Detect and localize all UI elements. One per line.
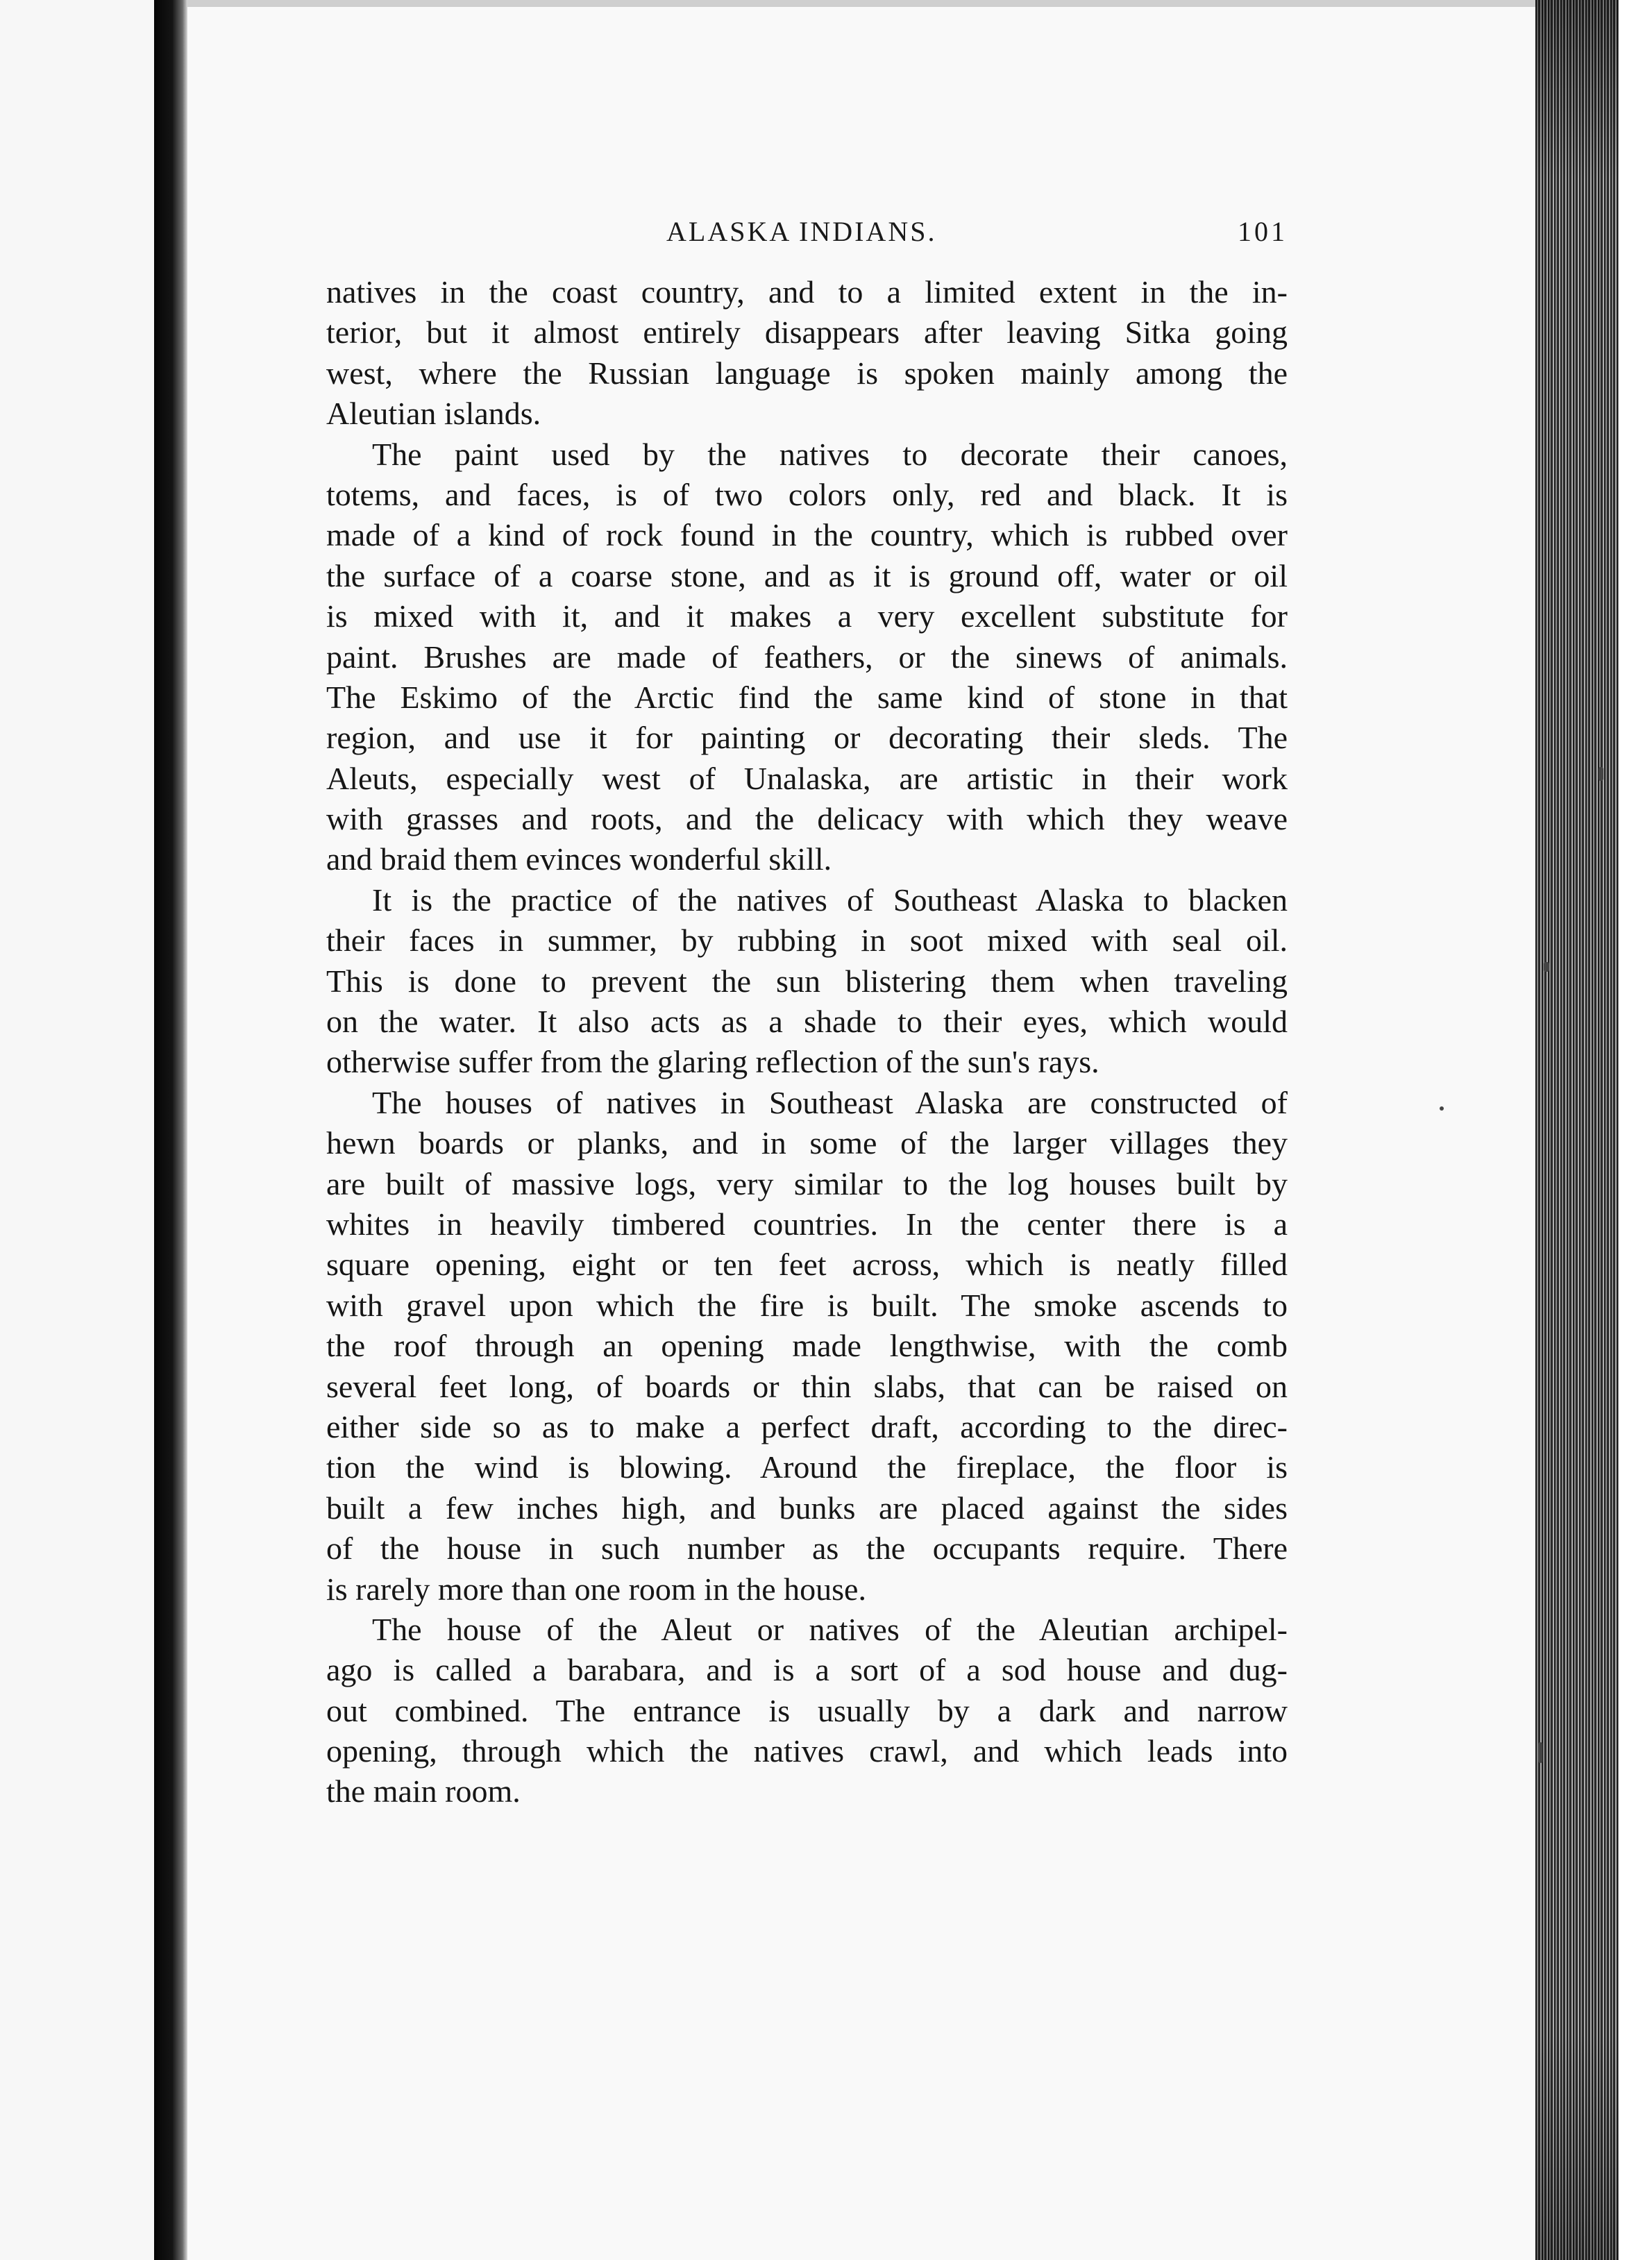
text-line: their faces in summer, by rubbing in soot mixed with seal oil.	[326, 922, 1288, 959]
text-line: with grasses and roots, and the delicacy with which they weave	[326, 801, 1288, 837]
text-line: natives in the coast country, and to a limited extent in the in-	[326, 274, 1288, 310]
paper-speck	[1538, 1742, 1542, 1763]
text-line: hewn boards or planks, and in some of the larger villages they	[326, 1125, 1288, 1161]
text-line: the main room.	[326, 1773, 521, 1810]
text-line: totems, and faces, is of two colors only, red and black. It is	[326, 476, 1288, 512]
text-line: west, where the Russian language is spoken mainly among the	[326, 355, 1288, 391]
previous-page-edge	[0, 0, 154, 2260]
text-line: either side so as to make a perfect draft, according to the direc-	[326, 1408, 1288, 1444]
text-line: The Eskimo of the Arctic find the same kind of stone in that	[326, 679, 1288, 715]
paragraph	[326, 272, 1288, 435]
text-line: ago is called a barabara, and is a sort of a sod house and dug-	[326, 1652, 1288, 1688]
text-line: square opening, eight or ten feet across, which is neatly filled	[326, 1247, 1288, 1283]
text-line: The houses of natives in Southeast Alaska are constructed of	[372, 1084, 1288, 1120]
page-stack-shading	[1535, 0, 1619, 2260]
text-line: Aleutian islands.	[326, 396, 541, 432]
paper-speck	[1544, 962, 1549, 972]
text-line: terior, but it almost entirely disappears after leaving Sitka going	[326, 314, 1288, 351]
text-line: built a few inches high, and bunks are placed against the sides	[326, 1490, 1288, 1526]
text-line: tion the wind is blowing. Around the fireplace, the floor is	[326, 1449, 1288, 1485]
text-line: It is the practice of the natives of Southeast Alaska to blacken	[372, 882, 1288, 918]
scan-right-margin	[1619, 0, 1652, 2260]
text-line: with gravel upon which the fire is built. The smoke ascends to	[326, 1287, 1288, 1323]
paragraph	[326, 880, 1288, 1083]
binding-gutter-shadow	[154, 0, 187, 2260]
text-line: region, and use it for painting or decorating their sleds. The	[326, 720, 1288, 756]
text-line: on the water. It also acts as a shade to their eyes, which would	[326, 1004, 1288, 1040]
running-head-title: ALASKA INDIANS.	[666, 216, 937, 247]
text-line: paint. Brushes are made of feathers, or the sinews of animals.	[326, 639, 1288, 675]
text-line: and braid them evinces wonderful skill.	[326, 841, 832, 877]
page-top-edge	[187, 0, 1535, 7]
text-line: This is done to prevent the sun blistering them when traveling	[326, 963, 1288, 999]
text-line: otherwise suffer from the glaring reflection of the sun's rays.	[326, 1044, 1099, 1080]
text-line: several feet long, of boards or thin slabs, that can be raised on	[326, 1368, 1288, 1404]
text-line: is mixed with it, and it makes a very excellent substitute for	[326, 598, 1288, 634]
text-line: The house of the Aleut or natives of the Aleutian archipel-	[372, 1611, 1288, 1647]
paper-speck	[1599, 767, 1603, 781]
text-line: opening, through which the natives crawl, and which leads into	[326, 1733, 1288, 1769]
paper-speck	[1440, 1106, 1444, 1111]
body-text	[326, 272, 1288, 1812]
text-line: is rarely more than one room in the house.	[326, 1571, 866, 1607]
running-head	[326, 215, 1288, 257]
text-line: of the house in such number as the occupants require. There	[326, 1530, 1288, 1567]
text-line: The paint used by the natives to decorate their canoes,	[372, 436, 1288, 472]
paragraph	[326, 435, 1288, 880]
text-line: the roof through an opening made lengthwise, with the comb	[326, 1328, 1288, 1364]
text-line: whites in heavily timbered countries. In the center there is a	[326, 1206, 1288, 1242]
text-line: are built of massive logs, very similar to the log houses built by	[326, 1165, 1288, 1201]
paragraph	[326, 1083, 1288, 1610]
paragraph	[326, 1610, 1288, 1812]
text-line: Aleuts, especially west of Unalaska, are artistic in their work	[326, 760, 1288, 796]
text-line: the surface of a coarse stone, and as it is ground off, water or oil	[326, 557, 1288, 593]
text-line: out combined. The entrance is usually by a dark and narrow	[326, 1692, 1288, 1728]
text-line: made of a kind of rock found in the country, which is rubbed over	[326, 517, 1288, 553]
page-number: 101	[1238, 216, 1288, 247]
